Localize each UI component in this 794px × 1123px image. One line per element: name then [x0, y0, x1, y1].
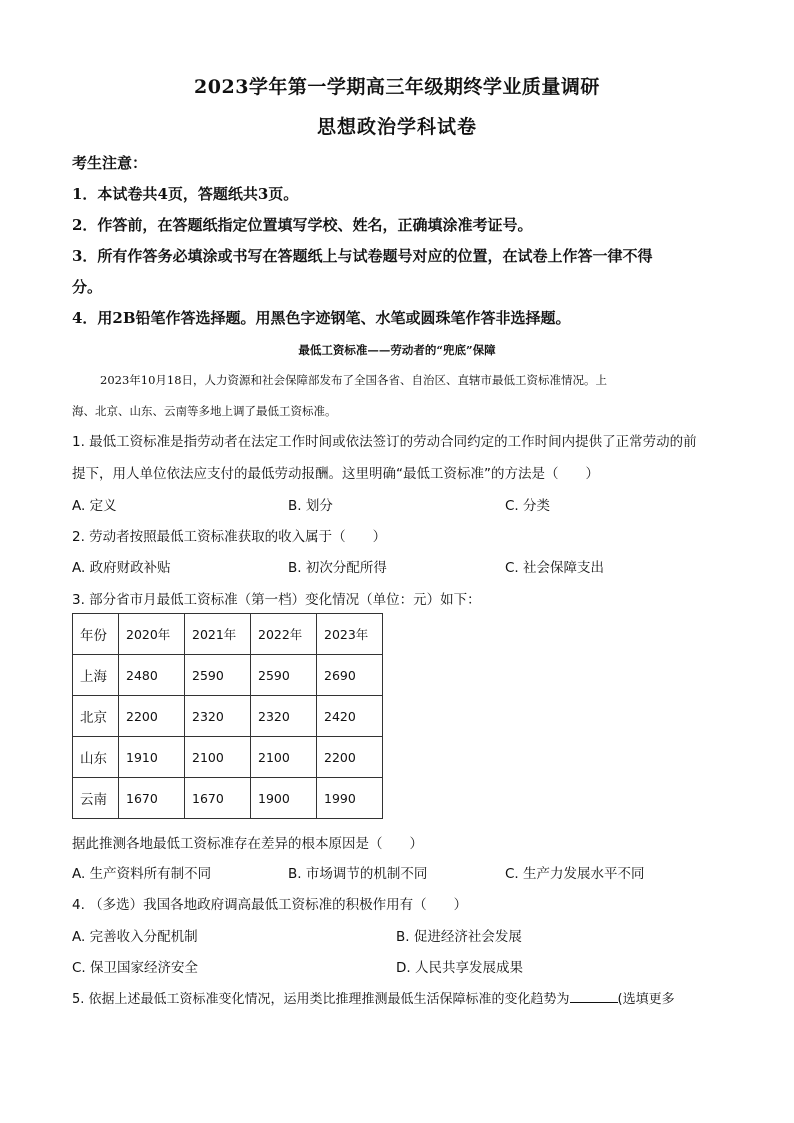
- table-row: [73, 778, 383, 819]
- table-row: [73, 655, 383, 696]
- exam-subtitle: 思想政治学科试卷: [316, 116, 477, 138]
- q1-option-b: B. 划分: [288, 498, 333, 514]
- table-cell: 上海: [73, 655, 119, 696]
- question-2: 2. 劳动者按照最低工资标准获取的收入属于（ ）: [72, 529, 387, 545]
- table-header-cell: 2020年: [119, 614, 185, 655]
- notice-item-1: 1．本试卷共4页，答题纸共3页。: [72, 185, 299, 203]
- q4-option-a: A. 完善收入分配机制: [72, 929, 198, 945]
- q2-option-a: A. 政府财政补贴: [72, 560, 171, 576]
- q3-option-c: C. 生产力发展水平不同: [505, 866, 645, 882]
- notice-item-3-cont: 分。: [72, 278, 103, 296]
- table-header-cell: 年份: [73, 614, 119, 655]
- exam-title: 2023学年第一学期高三年级期终学业质量调研: [194, 76, 600, 98]
- table-header-row: [73, 614, 383, 655]
- q4-option-b: B. 促进经济社会发展: [396, 929, 522, 945]
- table-cell: 2320: [185, 696, 251, 737]
- question-4: 4. （多选）我国各地政府调高最低工资标准的积极作用有（ ）: [72, 897, 468, 913]
- table-cell: 北京: [73, 696, 119, 737]
- table-cell: 1990: [317, 778, 383, 819]
- q1-option-a: A. 定义: [72, 498, 117, 514]
- table-cell: 2100: [251, 737, 317, 778]
- wage-table: [72, 613, 383, 819]
- q2-option-c: C. 社会保障支出: [505, 560, 605, 576]
- table-cell: 1910: [119, 737, 185, 778]
- q2-option-b: B. 初次分配所得: [288, 560, 387, 576]
- table-header-cell: 2021年: [185, 614, 251, 655]
- notice-item-2: 2．作答前，在答题纸指定位置填写学校、姓名，正确填涂准考证号。: [72, 216, 533, 234]
- table-cell: 2200: [119, 696, 185, 737]
- table-cell: 2420: [317, 696, 383, 737]
- notice-item-3: 3．所有作答务必填涂或书写在答题纸上与试卷题号对应的位置，在试卷上作答一律不得: [72, 247, 653, 265]
- table-row: [73, 737, 383, 778]
- table-cell: 2320: [251, 696, 317, 737]
- table-cell: 山东: [73, 737, 119, 778]
- section-intro-line-1: 2023年10月18日，人力资源和社会保障部发布了全国各省、自治区、直辖市最低工资标准情况。上: [100, 373, 608, 387]
- table-header-cell: 2023年: [317, 614, 383, 655]
- q4-option-c: C. 保卫国家经济安全: [72, 960, 199, 976]
- question-5-tail: (选填更多: [617, 992, 675, 1007]
- q1-option-c: C. 分类: [505, 498, 551, 514]
- table-cell: 1900: [251, 778, 317, 819]
- question-5-text: 5. 依据上述最低工资标准变化情况，运用类比推理推测最低生活保障标准的变化趋势为: [72, 992, 570, 1007]
- question-3: 3. 部分省市月最低工资标准（第一档）变化情况（单位：元）如下：: [72, 592, 481, 608]
- table-cell: 1670: [185, 778, 251, 819]
- question-1-line-1: 1. 最低工资标准是指劳动者在法定工作时间或依法签订的劳动合同约定的工作时间内提供了正常劳动的前: [72, 434, 697, 450]
- question-1-line-2: 提下，用人单位依法应支付的最低劳动报酬。这里明确“最低工资标准”的方法是（ ）: [72, 466, 599, 482]
- table-row: [73, 696, 383, 737]
- table-header-cell: 2022年: [251, 614, 317, 655]
- table-cell: 2690: [317, 655, 383, 696]
- table-cell: 云南: [73, 778, 119, 819]
- question-3-stem: 据此推测各地最低工资标准存在差异的根本原因是（ ）: [72, 836, 423, 852]
- table-cell: 2480: [119, 655, 185, 696]
- table-cell: 2200: [317, 737, 383, 778]
- notice-item-4: 4．用2B铅笔作答选择题。用黑色字迹钢笔、水笔或圆珠笔作答非选择题。: [72, 309, 571, 327]
- question-5: [72, 988, 732, 1007]
- table-cell: 2590: [251, 655, 317, 696]
- table-cell: 1670: [119, 778, 185, 819]
- section-intro-line-2: 海、北京、山东、云南等多地上调了最低工资标准。: [72, 404, 337, 418]
- q3-option-a: A. 生产资料所有制不同: [72, 866, 212, 882]
- table-cell: 2100: [185, 737, 251, 778]
- q3-option-b: B. 市场调节的机制不同: [288, 866, 428, 882]
- q4-option-d: D. 人民共享发展成果: [396, 960, 523, 976]
- answer-blank[interactable]: [570, 990, 618, 1003]
- table-cell: 2590: [185, 655, 251, 696]
- notice-heading: 考生注意：: [72, 154, 148, 172]
- section-title: 最低工资标准——劳动者的“兜底”保障: [298, 343, 496, 357]
